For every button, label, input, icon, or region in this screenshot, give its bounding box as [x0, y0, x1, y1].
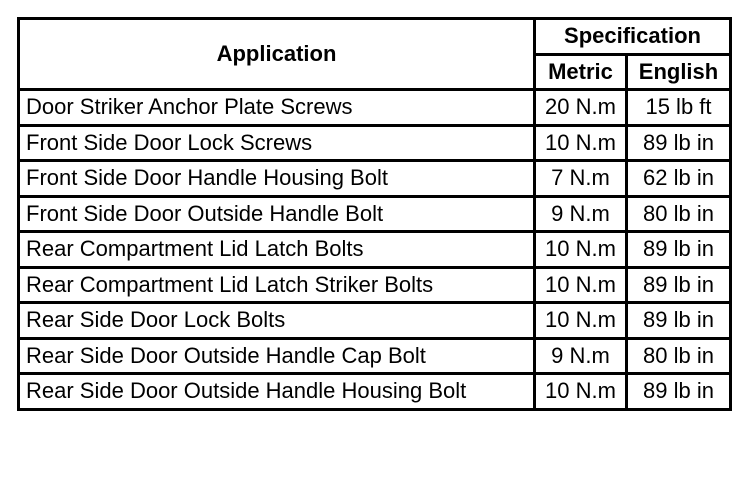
application-cell: Door Striker Anchor Plate Screws [19, 90, 535, 126]
table-row [19, 267, 731, 303]
application-cell: Rear Side Door Outside Handle Housing Bolt [19, 374, 535, 410]
english-cell: 80 lb in [627, 338, 731, 374]
english-cell: 89 lb in [627, 267, 731, 303]
table-row [19, 161, 731, 197]
table-row [19, 196, 731, 232]
metric-cell: 10 N.m [535, 303, 627, 339]
metric-cell: 20 N.m [535, 90, 627, 126]
table-row [19, 374, 731, 410]
metric-cell: 10 N.m [535, 374, 627, 410]
english-cell: 62 lb in [627, 161, 731, 197]
metric-cell: 10 N.m [535, 125, 627, 161]
metric-cell: 10 N.m [535, 232, 627, 268]
english-cell: 89 lb in [627, 374, 731, 410]
table-row [19, 338, 731, 374]
english-cell: 80 lb in [627, 196, 731, 232]
metric-cell: 7 N.m [535, 161, 627, 197]
torque-spec-table [17, 17, 732, 411]
table-row [19, 303, 731, 339]
table-body [19, 90, 731, 410]
application-cell: Front Side Door Lock Screws [19, 125, 535, 161]
application-cell: Rear Side Door Lock Bolts [19, 303, 535, 339]
english-cell: 89 lb in [627, 232, 731, 268]
application-cell: Front Side Door Handle Housing Bolt [19, 161, 535, 197]
header-row-top [19, 19, 731, 55]
application-cell: Front Side Door Outside Handle Bolt [19, 196, 535, 232]
application-cell: Rear Compartment Lid Latch Striker Bolts [19, 267, 535, 303]
table-row [19, 125, 731, 161]
english-header: English [627, 54, 731, 90]
english-cell: 89 lb in [627, 125, 731, 161]
english-cell: 15 lb ft [627, 90, 731, 126]
metric-cell: 9 N.m [535, 196, 627, 232]
specification-header: Specification [535, 19, 731, 55]
english-cell: 89 lb in [627, 303, 731, 339]
application-cell: Rear Compartment Lid Latch Bolts [19, 232, 535, 268]
application-cell: Rear Side Door Outside Handle Cap Bolt [19, 338, 535, 374]
spec-table-container [17, 17, 732, 411]
table-row [19, 232, 731, 268]
metric-header: Metric [535, 54, 627, 90]
application-header: Application [19, 19, 535, 90]
metric-cell: 9 N.m [535, 338, 627, 374]
table-row [19, 90, 731, 126]
metric-cell: 10 N.m [535, 267, 627, 303]
